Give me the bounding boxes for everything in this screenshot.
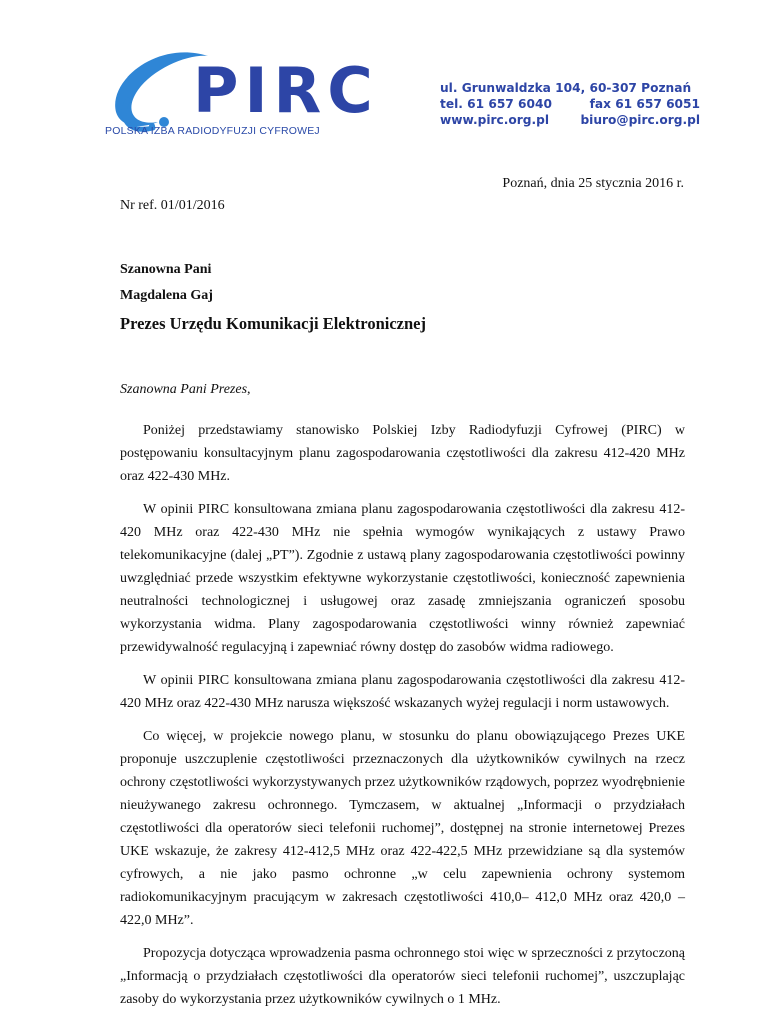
recipient-block bbox=[120, 262, 426, 340]
paragraph-1: Poniżej przedstawiamy stanowisko Polskiej Izby Radiodyfuzji Cyfrowej (PIRC) w postępowaniu konsultacyjnym planu zagospodarowania częstotliwości dla zakresu 412-420 MHz oraz 422-430 MHz. bbox=[120, 423, 685, 484]
phone: tel. 61 657 6040 bbox=[440, 97, 552, 111]
recipient-name: Magdalena Gaj bbox=[120, 288, 213, 303]
recipient-title: Prezes Urzędu Komunikacji Elektronicznej bbox=[120, 314, 426, 333]
email-link[interactable]: biuro@pirc.org.pl bbox=[580, 113, 700, 127]
paragraph-2: W opinii PIRC konsultowana zmiana planu zagospodarowania częstotliwości dla zakresu 412-420 MHz oraz 422-430 MHz nie spełnia wymogów wynikających z ustawy Prawo telekomunikacyjne (dalej „PT”). Zgodnie z ustawą plany zagospodarowania częstotliwości powinny uwzględniać przede wszystkim efektywne wykorzystanie częstotliwości, konieczność zapewnienia neutralności technologicznej i usługowej oraz zasadę zmniejszania ograniczeń sposobu wykorzystania widma. Plany zagospodarowania częstotliwości winny również zapewniać przewidywalność regulacyjną i zapewniać równy dostęp do zasobów widma radiowego. bbox=[120, 502, 685, 655]
website-link[interactable]: www.pirc.org.pl bbox=[440, 113, 550, 127]
reference-number: Nr ref. 01/01/2016 bbox=[120, 198, 225, 213]
letter-body bbox=[120, 419, 685, 1021]
paragraph-3: W opinii PIRC konsultowana zmiana planu zagospodarowania częstotliwości dla zakresu 412-420 MHz oraz 422-430 MHz narusza większość wskazanych wyżej regulacji i norm ustawowych. bbox=[120, 673, 685, 711]
logo-subtitle: POLSKA IZBA RADIODYFUZJI CYFROWEJ bbox=[105, 125, 320, 137]
address-line: ul. Grunwaldzka 104, 60-307 Poznań bbox=[440, 81, 692, 95]
svg-text:PIRC: PIRC bbox=[193, 54, 379, 127]
paragraph-5: Propozycja dotycząca wprowadzenia pasma ochronnego stoi więc w sprzeczności z przytoczoną „Informacją o przydziałach częstotliwości dla operatorów sieci telefonii ruchomej”, uszczuplając zasoby do wykorzystania przez użytkowników cywilnych o 1 MHz. bbox=[120, 946, 685, 1007]
salutation-text: Szanowna Pani Prezes bbox=[120, 382, 248, 397]
salutation-comma: , bbox=[247, 382, 251, 397]
paragraph-4: Co więcej, w projekcie nowego planu, w stosunku do planu obowiązującego Prezes UKE proponuje uszczuplenie częstotliwości przeznaczonych dla użytkowników cywilnych na rzecz ochrony częstotliwości wykorzystywanych przez użytkowników rządowych, poprzez wyodrębnienie nieużywanego zakresu ochronnego. Tymczasem, w aktualnej „Informacji o przydziałach częstotliwości dla operatorów sieci telefonii ruchomej”, dostępnej na stronie internetowej Prezes UKE wskazuje, że zakresy 412-412,5 MHz oraz 422-422,5 MHz przewidziane są dla systemów cyfrowych, a nie jako pasmo ochronne „w celu zapewnienia ochrony systemom radiokomunikacyjnym pracującym w zakresach częstotliwości 410,0– 412,0 MHz oraz 420,0 – 422,0 MHz”. bbox=[120, 729, 685, 928]
fax: fax 61 657 6051 bbox=[589, 97, 700, 111]
salutation bbox=[120, 382, 251, 398]
recipient-line-1: Szanowna Pani bbox=[120, 262, 212, 277]
contact-block bbox=[440, 80, 710, 128]
date-line: Poznań, dnia 25 stycznia 2016 r. bbox=[502, 176, 684, 191]
